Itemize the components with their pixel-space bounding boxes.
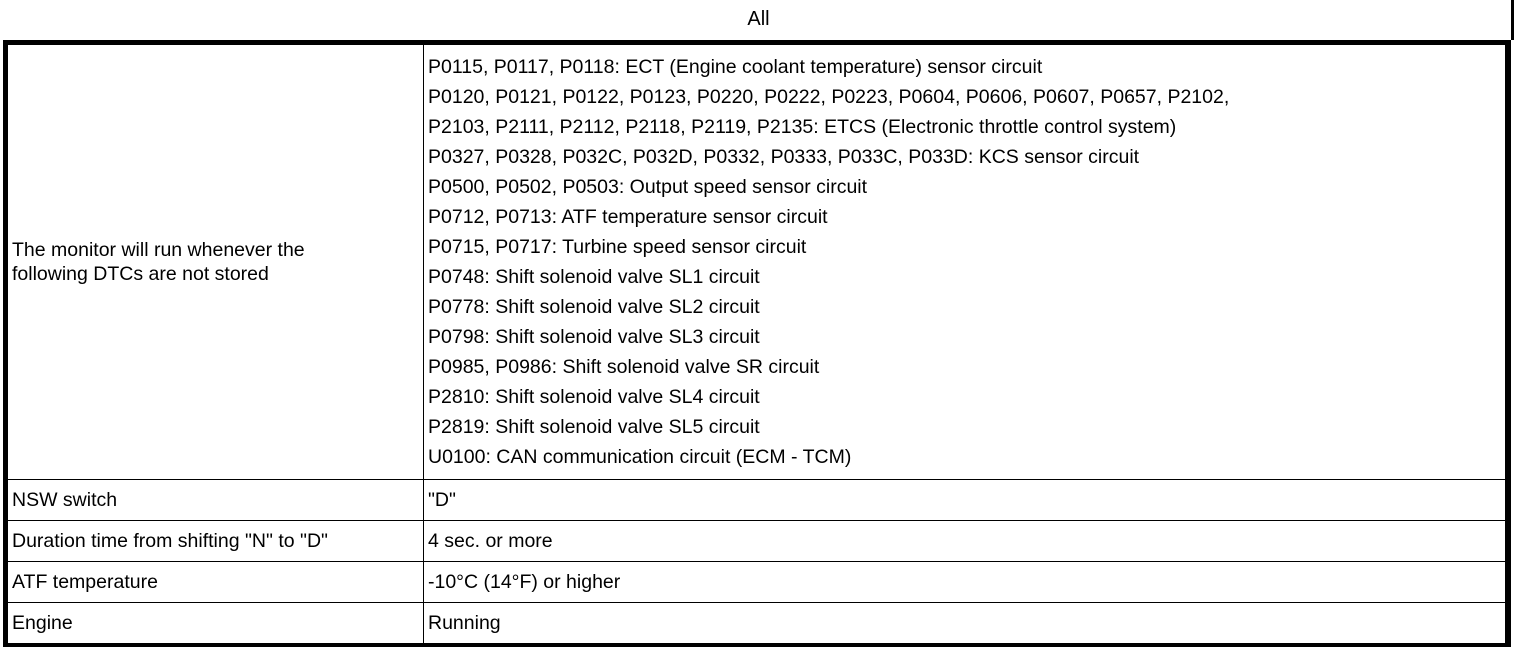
condition-value: -10°C (14°F) or higher [424,562,1506,603]
dtc-list-item: P0985, P0986: Shift solenoid valve SR circuit [428,356,820,378]
condition-value: "D" [424,480,1506,521]
dtc-list-item: U0100: CAN communication circuit (ECM - TCM) [428,446,852,468]
dtc-list-item: P0798: Shift solenoid valve SL3 circuit [428,326,760,348]
condition-label: ATF temperature [8,562,424,603]
condition-label-line-2: following DTCs are not stored [12,263,269,285]
dtc-list-item: P0715, P0717: Turbine speed sensor circuit [428,236,807,258]
right-edge-bar [1511,0,1514,40]
condition-label: Duration time from shifting "N" to "D" [8,521,424,562]
condition-label-line-1: The monitor will run whenever the [12,239,305,261]
table-row [8,603,1506,644]
table-row [8,480,1506,521]
dtc-list-item: P0120, P0121, P0122, P0123, P0220, P0222, P0223, P0604, P0606, P0607, P0657, P2102, [428,86,1230,108]
conditions-table [7,44,1506,644]
condition-label: Engine [8,603,424,644]
dtc-list-item: P0748: Shift solenoid valve SL1 circuit [428,266,760,288]
dtc-list-item: P2103, P2111, P2112, P2118, P2119, P2135: ETCS (Electronic throttle control system) [428,116,1177,138]
column-header: All [747,8,770,30]
table-row [8,45,1506,480]
condition-value: Running [424,603,1506,644]
condition-value: 4 sec. or more [424,521,1506,562]
dtc-list-item: P0500, P0502, P0503: Output speed sensor circuit [428,176,868,198]
dtc-list-item: P0115, P0117, P0118: ECT (Engine coolant temperature) sensor circuit [428,56,1043,78]
dtc-list-item: P2819: Shift solenoid valve SL5 circuit [428,416,760,438]
dtc-list-item: P0327, P0328, P032C, P032D, P0332, P0333, P033C, P033D: KCS sensor circuit [428,146,1140,168]
dtc-list-item: P0712, P0713: ATF temperature sensor circuit [428,206,828,228]
table-row [8,562,1506,603]
dtc-list-item: P2810: Shift solenoid valve SL4 circuit [428,386,760,408]
dtc-list [424,45,1506,480]
dtc-list-item: P0778: Shift solenoid valve SL2 circuit [428,296,760,318]
condition-label: NSW switch [8,480,424,521]
table-row [8,521,1506,562]
condition-label [8,45,424,480]
